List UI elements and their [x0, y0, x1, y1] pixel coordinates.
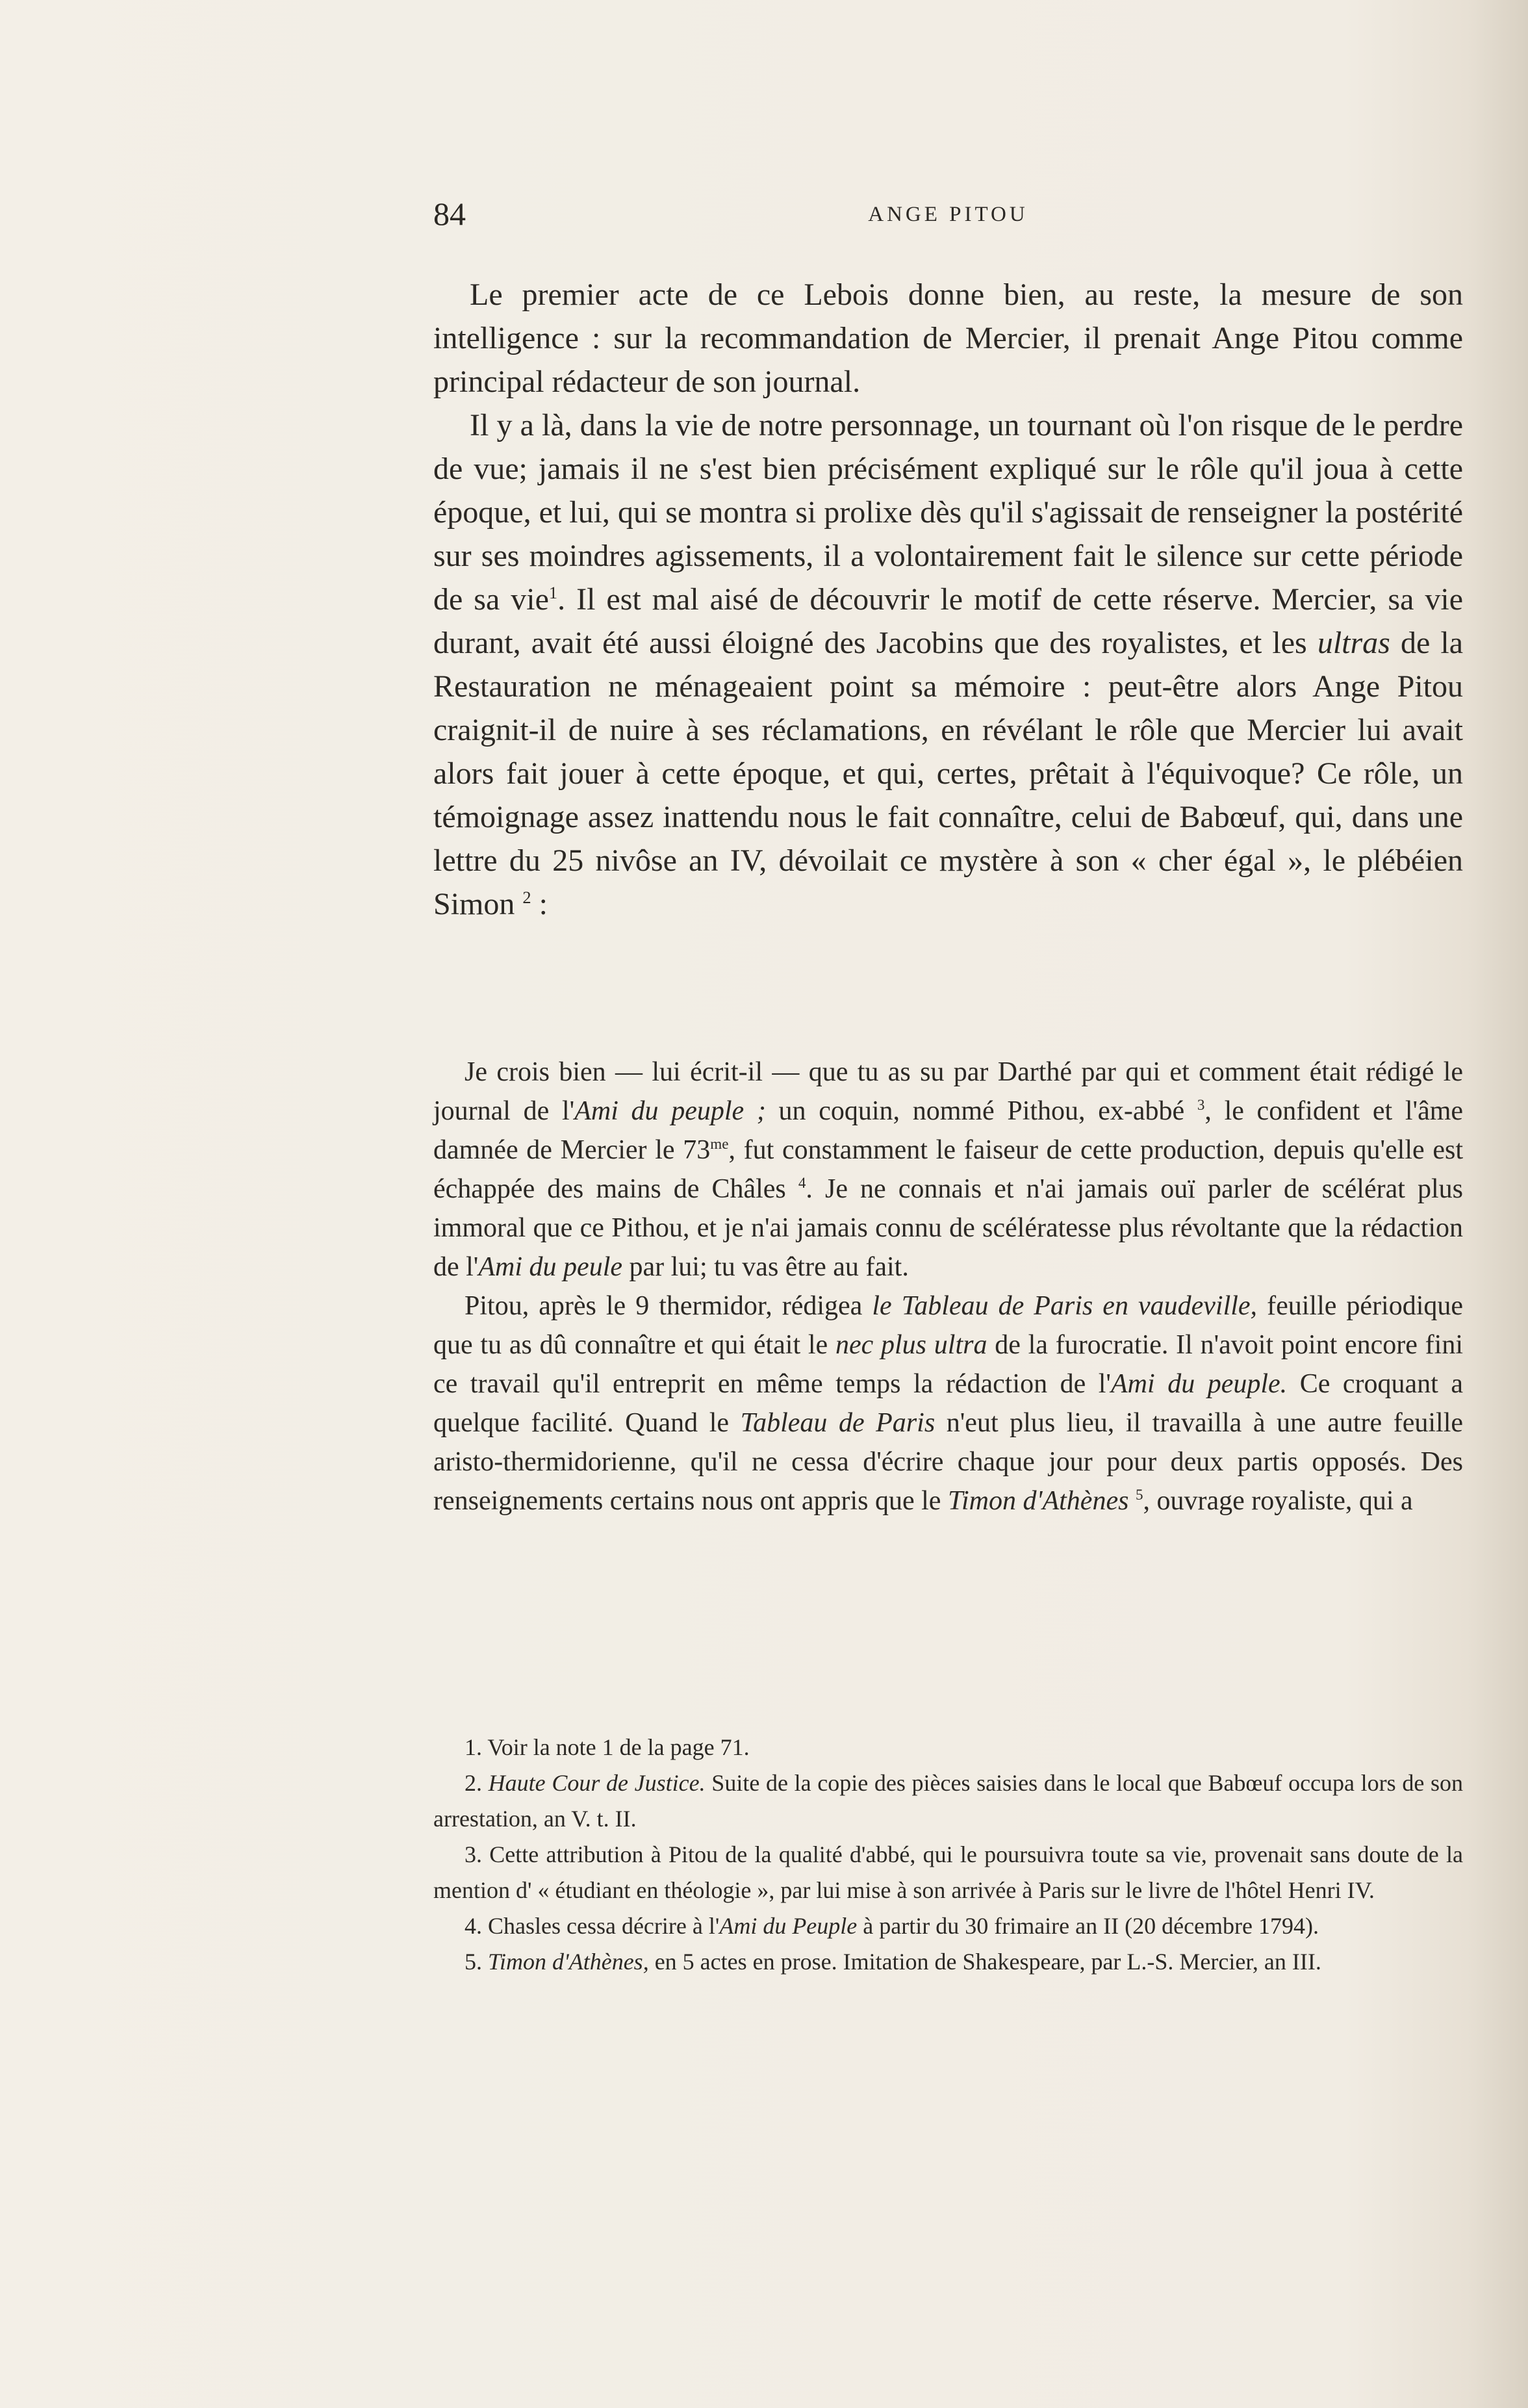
italic-title: Haute Cour de Justice. — [488, 1770, 706, 1796]
footnotes — [433, 1730, 1463, 1980]
footnote-text: 4. Chasles cessa décrire à l' — [465, 1913, 720, 1939]
paragraph-text: de la Restauration ne ménageaient point sa mémoire : peut-être alors Ange Pitou craignit-il de nuire à ses réclamations, en révélant le rôle que Mercier lui avait alors fait jouer à cette époque, et qui, certes, prêtait à l'équivoque? Ce rôle, un témoignage assez inattendu nous le fait connaître, celui de Babœuf, qui, dans une lettre du 25 nivôse an IV, dévoilait ce mystère à son « cher égal », le plébéien Simon — [433, 626, 1464, 921]
italic-title: Timon d'Athènes, — [488, 1949, 649, 1975]
italic-title: Ami du peuple ; — [574, 1096, 766, 1126]
quote-text: Je crois bien — lui écrit-il — que tu as su par Darthé par qui et comment était rédigé le journal de l' — [433, 1057, 1463, 1126]
footnote-ref: 1 — [548, 583, 558, 602]
quote-text: par lui; tu vas être au fait. — [629, 1252, 909, 1282]
quote-text: feuille périodique que tu as dû connaître et qui était le — [433, 1291, 1464, 1360]
quote-paragraph-2 — [433, 1287, 1463, 1520]
paragraph-1 — [433, 273, 1463, 403]
footnote-ref: 4 — [798, 1174, 806, 1191]
running-head: ANGE PITOU — [868, 203, 1028, 226]
quote-text: , ouvrage royaliste, qui a — [1143, 1486, 1413, 1516]
main-text — [433, 273, 1463, 926]
italic-title: Ami du Peuple — [719, 1913, 858, 1939]
quote-text: . Je ne connais et n'ai jamais ouï parler de scélérat plus immoral que ce Pithou, et je n'ai jamais connu de scélératesse plus révoltante que la rédaction de l' — [433, 1174, 1463, 1282]
quote-text: Ce croquant a quelque facilité. Quand le — [433, 1369, 1464, 1438]
paragraph-text: Le premier acte de ce Lebois donne bien, au reste, la mesure de son intelligence : sur la recommandation de Mercier, il prenait Ange Pitou comme principal rédacteur de son journal. — [433, 277, 1463, 399]
footnote-text: 3. Cette attribution à Pitou de la qualité d'abbé, qui le poursuivra toute sa vie, provenait sans doute de la mention d' « étudiant en théologie », par lui mise à son arrivée à Paris sur le livre de l'hôtel Henri IV. — [433, 1841, 1463, 1903]
paragraph-text: Il y a là, dans la vie de notre personnage, un tournant où l'on risque de le perdre de vue; jamais il ne s'est bien précisément expliqué sur le rôle qu'il joua à cette époque, et lui, qui se montra si prolixe dès qu'il s'agissait de renseigner la postérité sur ses moindres agissements, il a volontairement fait le silence sur cette période de sa vie — [433, 408, 1463, 617]
footnote-text: 1. Voir la note 1 de la page 71. — [465, 1734, 750, 1760]
paragraph-2 — [433, 403, 1463, 926]
footnote-3 — [433, 1837, 1463, 1908]
footnote-ref: 2 — [522, 888, 531, 907]
footnote-5 — [433, 1944, 1463, 1980]
quote-text: un coquin, nommé Pithou, ex-abbé — [778, 1096, 1185, 1126]
quote-text: n'eut plus lieu, il travailla à une autre feuille aristo-thermidorienne, qu'il ne cessa d'écrire chaque jour pour deux partis opposés. Des renseignements certains nous ont appris que le — [433, 1408, 1464, 1516]
footnote-text: en 5 actes en prose. Imitation de Shakespeare, par L.-S. Mercier, an III. — [654, 1949, 1321, 1975]
italic-term: ultras — [1317, 626, 1390, 660]
quote-text: , le confident et l'âme damnée de Mercier le 73 — [433, 1096, 1464, 1165]
quote-text: de la furocratie. Il n'avoit point encore fini ce travail qu'il entreprit en même temps la rédaction de l' — [433, 1330, 1463, 1399]
footnote-ref: 5 — [1135, 1486, 1143, 1503]
italic-title: le Tableau de Paris en vaudeville, — [872, 1291, 1258, 1321]
footnote-4 — [433, 1908, 1463, 1944]
footnote-2 — [433, 1765, 1463, 1837]
paragraph-text: . Il est mal aisé de découvrir le motif de cette réserve. Mercier, sa vie durant, avait été aussi éloigné des Jacobins que des royalistes, et les — [433, 582, 1463, 660]
quote-text: , fut constamment le faiseur de cette production, depuis qu'elle est échappée des mains de Châles — [433, 1135, 1463, 1204]
footnote-text: Suite de la copie des pièces saisies dans le local que Babœuf occupa lors de son arrestation, an V. t. II. — [433, 1770, 1464, 1832]
footnote-ref: 3 — [1197, 1096, 1205, 1113]
footnote-text: 5. — [465, 1949, 482, 1975]
footnote-text: 2. — [465, 1770, 482, 1796]
quote-text: Pitou, après le 9 thermidor, rédigea — [465, 1291, 863, 1321]
footnote-1 — [433, 1730, 1463, 1765]
italic-phrase: nec plus ultra — [835, 1330, 987, 1360]
ordinal-suffix: me — [710, 1135, 729, 1152]
quoted-letter — [433, 1053, 1463, 1520]
footnote-text: à partir du 30 frimaire an II (20 décembre 1794). — [863, 1913, 1319, 1939]
paragraph-text: : — [539, 887, 548, 921]
italic-title: Ami du peule — [478, 1252, 622, 1282]
italic-title: Timon d'Athènes — [947, 1486, 1129, 1516]
italic-title: Ami du peuple. — [1111, 1369, 1288, 1399]
quote-paragraph-1 — [433, 1053, 1463, 1287]
page-header — [433, 195, 1463, 240]
page-number: 84 — [433, 196, 466, 232]
italic-title: Tableau de Paris — [740, 1408, 936, 1438]
